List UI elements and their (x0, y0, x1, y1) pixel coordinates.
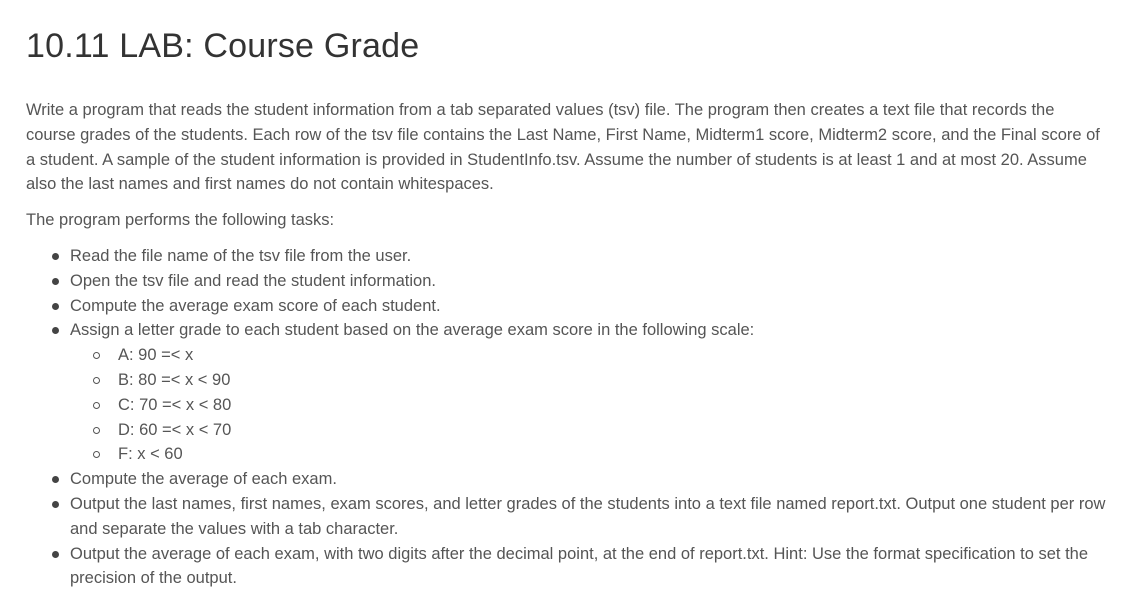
grade-scale-item: B: 80 =< x < 90 (118, 368, 1108, 393)
grade-scale-item: A: 90 =< x (118, 343, 1108, 368)
list-item (70, 542, 1108, 592)
list-item (70, 467, 1108, 492)
grade-scale-item: C: 70 =< x < 80 (118, 393, 1108, 418)
grade-scale-item: F: x < 60 (118, 442, 1108, 467)
page-title: 10.11 LAB: Course Grade (26, 27, 420, 65)
grade-scale-list (70, 343, 1108, 467)
task-text: Open the tsv file and read the student information. (70, 271, 436, 290)
task-text: Read the file name of the tsv file from the user. (70, 246, 412, 265)
list-item (70, 244, 1108, 269)
list-item (70, 294, 1108, 319)
list-item (70, 318, 1108, 467)
task-text: Compute the average exam score of each student. (70, 296, 441, 315)
tasks-intro: The program performs the following tasks: (26, 211, 335, 230)
list-item (70, 492, 1108, 542)
task-list (26, 244, 1108, 591)
task-text: Output the last names, first names, exam scores, and letter grades of the students into a text file named report.txt. Output one student per row and separate the values with a tab character. (70, 494, 1106, 538)
task-text: Compute the average of each exam. (70, 470, 337, 489)
task-text: Assign a letter grade to each student based on the average exam score in the following scale: (70, 321, 755, 340)
intro-paragraph: Write a program that reads the student information from a tab separated values (tsv) file. The program then creates a text file that records the course grades of the students. Each row of the tsv file contains the Last Name, First Name, Midterm1 score, Midterm2 score, and the Final score of a student. A sample of the student information is provided in StudentInfo.tsv. Assume the number of students is at least 1 and at most 20. Assume also the last names and first names do not contain whitespaces. (26, 101, 1100, 194)
grade-scale-item: D: 60 =< x < 70 (118, 418, 1108, 443)
task-text: Output the average of each exam, with two digits after the decimal point, at the end of report.txt. Hint: Use the format specification to set the precision of the output. (70, 544, 1089, 588)
list-item (70, 269, 1108, 294)
